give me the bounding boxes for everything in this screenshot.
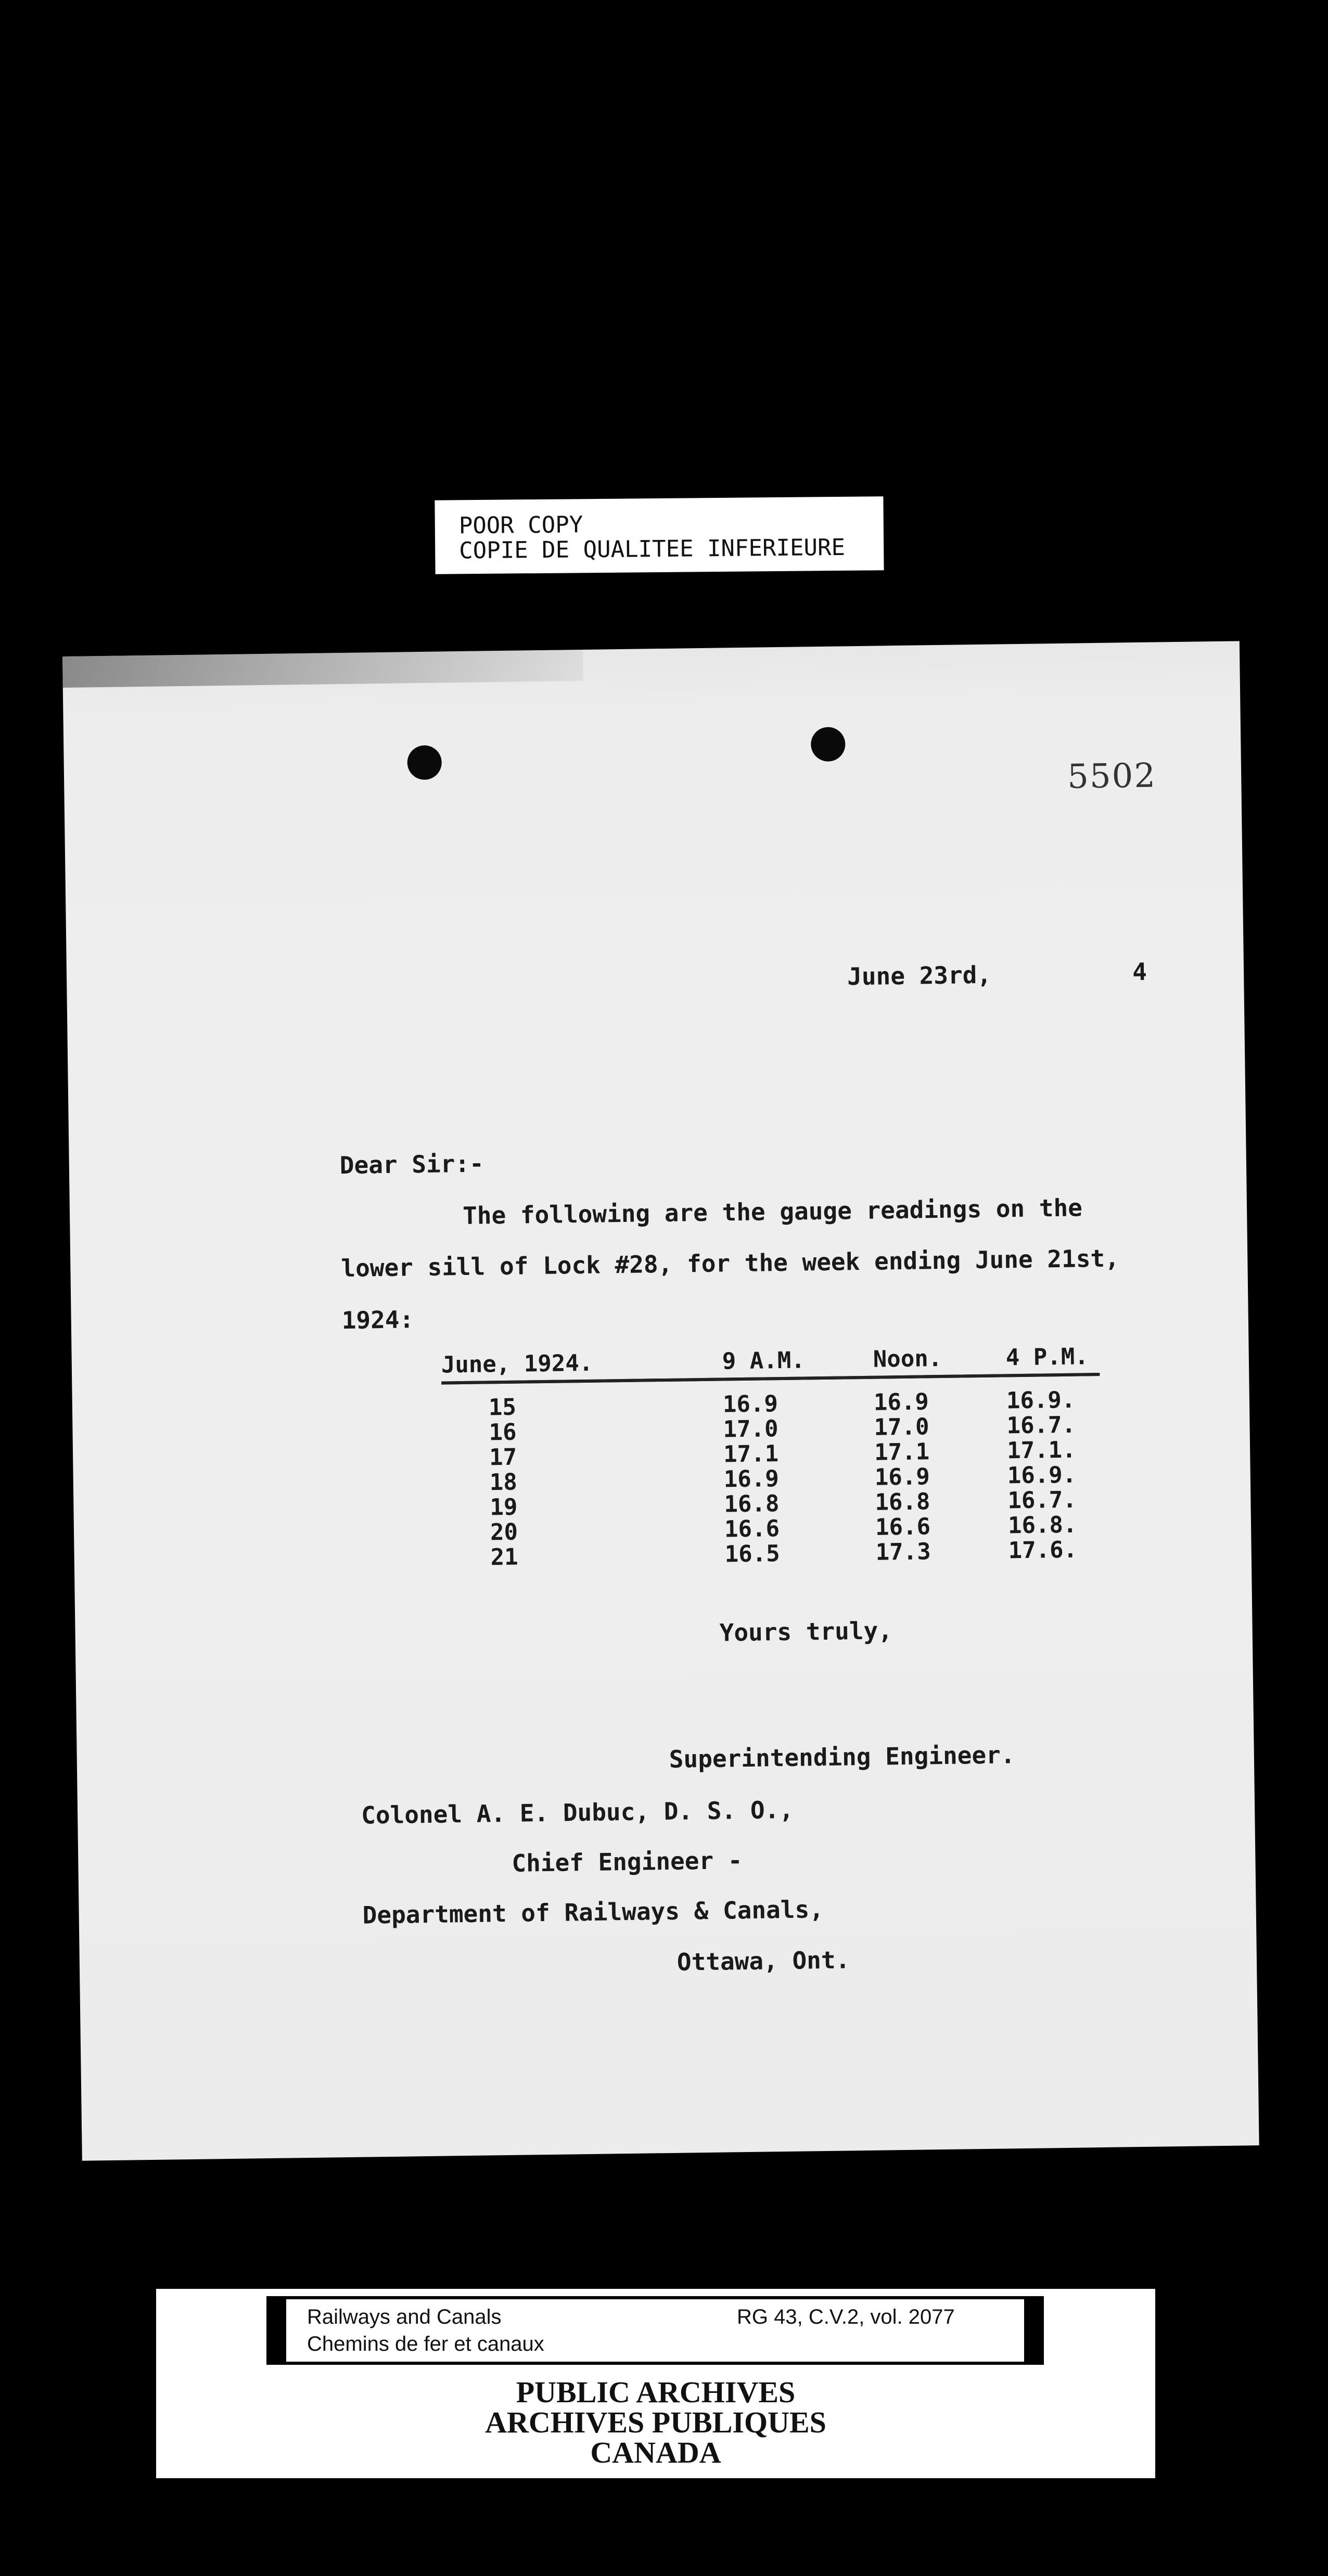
cell-9am: 17.1 bbox=[723, 1440, 779, 1468]
cell-noon: 16.6 bbox=[875, 1513, 931, 1541]
cell-9am: 16.6 bbox=[724, 1515, 780, 1543]
archive-title-line3: CANADA bbox=[590, 2436, 721, 2469]
body-line-1: The following are the gauge readings on the bbox=[462, 1193, 1083, 1230]
poor-copy-line2: COPIE DE QUALITEE INFERIEURE bbox=[459, 534, 846, 564]
salutation: Dear Sir:- bbox=[339, 1149, 484, 1180]
cell-9am: 17.0 bbox=[723, 1415, 778, 1443]
cell-9am: 16.9 bbox=[722, 1390, 778, 1418]
archive-title-line2: ARCHIVES PUBLIQUES bbox=[485, 2405, 826, 2439]
cell-day: 19 bbox=[490, 1493, 518, 1521]
cell-4pm: 16.9. bbox=[1007, 1461, 1077, 1489]
body-line-2: lower sill of Lock #28, for the week ending June 21st, bbox=[341, 1244, 1120, 1283]
addressee-line-3: Department of Railways & Canals, bbox=[362, 1895, 824, 1929]
signature-title: Superintending Engineer. bbox=[669, 1741, 1015, 1773]
archive-reference-label bbox=[286, 2299, 1024, 2362]
cell-9am: 16.8 bbox=[724, 1490, 780, 1518]
margin-mark: 4 bbox=[1132, 957, 1147, 986]
cell-day: 15 bbox=[488, 1394, 517, 1421]
department-french: Chemins de fer et canaux bbox=[307, 2333, 544, 2355]
poor-copy-line1: POOR COPY bbox=[458, 511, 583, 539]
header-9am: 9 A.M. bbox=[722, 1346, 874, 1380]
punch-hole-right bbox=[811, 727, 846, 762]
poor-copy-stamp bbox=[435, 496, 884, 574]
cell-noon: 16.9 bbox=[874, 1463, 930, 1491]
cell-noon: 16.8 bbox=[875, 1488, 930, 1516]
cell-4pm: 17.1. bbox=[1006, 1436, 1076, 1464]
cell-day: 16 bbox=[489, 1419, 517, 1446]
archive-title bbox=[156, 2377, 1155, 2468]
cell-noon: 16.9 bbox=[873, 1388, 929, 1416]
cell-4pm: 17.6. bbox=[1008, 1536, 1078, 1564]
punch-hole-left bbox=[407, 745, 442, 780]
body-line-3: 1924: bbox=[341, 1305, 414, 1335]
cell-4pm: 16.8. bbox=[1007, 1511, 1077, 1539]
addressee-line-1: Colonel A. E. Dubuc, D. S. O., bbox=[361, 1795, 794, 1830]
cell-4pm: 16.7. bbox=[1006, 1411, 1076, 1439]
cell-day: 17 bbox=[489, 1444, 517, 1471]
cell-9am: 16.9 bbox=[723, 1465, 780, 1493]
archive-reference: RG 43, C.V.2, vol. 2077 bbox=[737, 2305, 955, 2328]
cell-day: 20 bbox=[490, 1518, 518, 1546]
cell-4pm: 16.9. bbox=[1006, 1386, 1076, 1414]
cell-noon: 17.0 bbox=[874, 1413, 929, 1441]
cell-day: 21 bbox=[490, 1543, 519, 1571]
cell-day: 18 bbox=[489, 1469, 518, 1496]
letter-date: June 23rd, bbox=[847, 960, 992, 991]
cell-noon: 17.3 bbox=[875, 1538, 931, 1566]
archive-title-line1: PUBLIC ARCHIVES bbox=[516, 2375, 796, 2409]
page-number: 5502 bbox=[1067, 756, 1157, 796]
cell-4pm: 16.7. bbox=[1007, 1486, 1077, 1514]
department-english: Railways and Canals bbox=[307, 2305, 502, 2328]
addressee-line-2: Chief Engineer - bbox=[512, 1846, 743, 1877]
cell-noon: 17.1 bbox=[874, 1438, 930, 1466]
header-date: June, 1924. bbox=[441, 1348, 723, 1383]
archive-department bbox=[307, 2303, 544, 2358]
header-4pm: 4 P.M. bbox=[1005, 1343, 1100, 1375]
closing: Yours truly, bbox=[719, 1616, 893, 1647]
letter-page bbox=[62, 641, 1259, 2160]
cell-9am: 16.5 bbox=[724, 1540, 780, 1568]
header-noon: Noon. bbox=[873, 1344, 1006, 1377]
addressee-line-4: Ottawa, Ont. bbox=[676, 1946, 850, 1976]
gauge-readings-table bbox=[441, 1343, 1102, 1571]
